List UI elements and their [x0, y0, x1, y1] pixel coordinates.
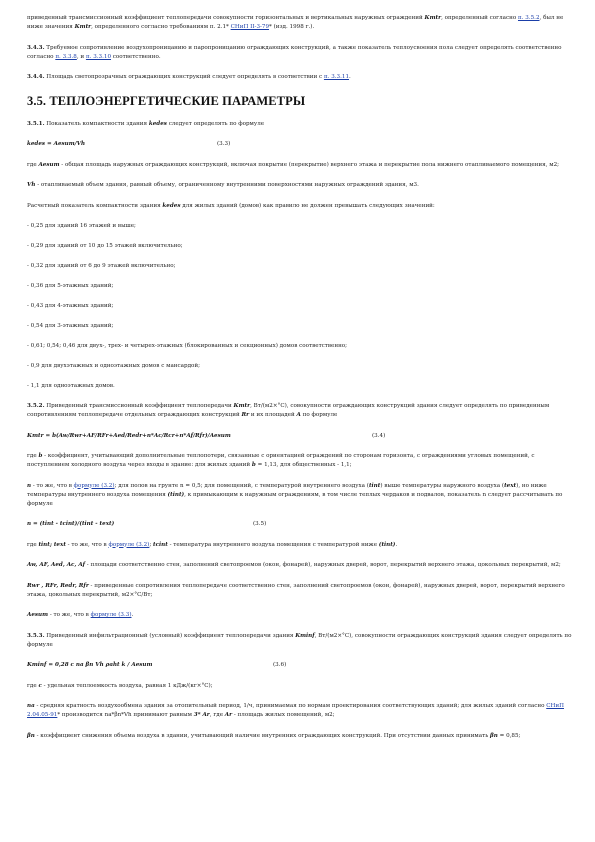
symbol: Rwr , RFr, Redr, Rfr: [27, 582, 89, 589]
paragraph-areas: [27, 561, 572, 570]
text: , определенный согласно: [441, 15, 518, 21]
link-formula-3-2[interactable]: формуле (3.2): [73, 482, 115, 489]
text: соответственно.: [111, 53, 161, 60]
symbol: kedes: [162, 202, 181, 209]
formula-3-4: [27, 432, 572, 441]
text: - температура внутреннего воздуха помещения с температурой ниже: [167, 541, 379, 548]
text: - общая площадь наружных ограждающих конструкций, включая покрытие (перекрытие) верхнего этажа и перекрытие пола нижнего отапливаемого помещения, м2;: [59, 161, 560, 168]
symbol: Kminf: [295, 632, 315, 639]
formula-text: kedes = Aesum/Vh: [27, 141, 86, 147]
paragraph-c: [27, 682, 572, 691]
link-p-3-5-2[interactable]: п. 3.5.2: [517, 15, 540, 21]
list-item: - 0,25 для зданий 16 этажей и выше;: [27, 223, 136, 229]
symbol: Aesum: [38, 161, 60, 168]
section-heading: 3.5. ТЕПЛОЭНЕРГЕТИЧЕСКИЕ ПАРАМЕТРЫ: [27, 93, 306, 108]
link-formula-3-2[interactable]: формуле (3.2): [108, 541, 150, 548]
text: и их площадей: [249, 412, 297, 418]
formula-number: (3.6): [273, 662, 287, 668]
symbol: βn: [27, 732, 35, 739]
text: = 0,85;: [497, 732, 521, 739]
text: - то же, что в: [48, 612, 91, 618]
symbol: tint; text: [38, 541, 66, 548]
paragraph-beta-n: [27, 732, 572, 741]
text: Требуемое сопротивление воздухопроницанию и паропроницанию ограждающих конструкций, а также показатель теплоусвоения пола следует определять соответственно согласно: [27, 44, 562, 60]
text: - то же, что в: [31, 482, 74, 489]
text: .: [395, 541, 398, 548]
text: , Вт/(м2×°С), совокупности ограждающих конструкций здания следует определять по приведенным сопротивлениям теплопередаче отдельных ограждающих конструкций: [27, 403, 550, 418]
list-item: - 0,29 для зданий от 10 до 15 этажей включительно;: [27, 243, 183, 249]
symbol: b: [251, 462, 256, 468]
text: Расчетный показатель компактности здания: [27, 202, 163, 209]
paragraph-na: [27, 702, 572, 720]
formula-text: Кmtr = b(Aw/Rwr+AF/RFr+Aed/Redr+n*Ac/Rcr+n*Af/Rfr)/Aesum: [27, 432, 231, 439]
paragraph-3-5-3: [27, 632, 572, 650]
symbol: Кmtr: [424, 15, 442, 21]
symbol: n: [27, 482, 32, 489]
symbol: na: [27, 703, 35, 709]
text: - коэффициент снижения объема воздуха в здании, учитывающий наличие внутренних ограждающих конструкций. При отсутствии данных принимать: [34, 732, 491, 739]
text: где: [27, 453, 39, 459]
formula-number: (3.4): [372, 432, 386, 439]
symbol: Aesum: [27, 612, 49, 618]
text: .: [349, 74, 351, 80]
symbol: 3* Ar: [193, 712, 210, 718]
text: - отапливаемый объем здания, равный объему, ограниченному внутренними поверхностями наружных ограждений здания, м3.: [35, 182, 419, 188]
list-item: - 0,61; 0,54; 0,46 для двух-, трех- и четырех-этажных (блокированных и секционных) домов соответственно;: [27, 343, 348, 349]
formula-3-5: [27, 520, 572, 529]
text: ), но ниже температуры внутреннего воздуха помещения: [27, 482, 547, 498]
text: Приведенный трансмиссионный коэффициент теплопередачи: [44, 403, 234, 409]
text: .: [131, 612, 134, 618]
paragraph-3-5-2: [27, 402, 572, 420]
text: Приведенный инфильтрационный (условный) коэффициент теплопередачи здания: [44, 632, 296, 639]
text: , где: [209, 712, 225, 718]
clause-number: 3.5.2.: [27, 403, 45, 409]
text: , был не ниже значения: [27, 15, 564, 30]
text: - площадь жилых помещений, м2;: [232, 712, 335, 718]
symbol: A: [296, 412, 301, 418]
text: приведенный трансмиссионный коэффициент теплопередачи совокупности горизонтальных и вертикальных наружных ограждений: [27, 15, 425, 21]
link-snip-ii-3-79[interactable]: СНиП II-3-79: [230, 24, 270, 30]
text: где: [27, 161, 39, 168]
list-item: - 0,54 для 3-этажных зданий;: [27, 323, 114, 329]
text: для жилых зданий (домов) как правило не должен превышать следующих значений:: [180, 202, 435, 209]
paragraph-vh: [27, 181, 572, 190]
paragraph-where-aesum: [27, 161, 572, 170]
formula-3-6: [27, 661, 572, 670]
list-item: - 0,32 для зданий от 6 до 9 этажей включительно;: [27, 263, 176, 269]
paragraph-compactness: [27, 202, 572, 211]
clause-number: 3.4.4.: [27, 74, 45, 80]
formula-number: (3.3): [217, 141, 231, 147]
clause-number: 3.5.1.: [27, 120, 45, 127]
symbol: Aw, AF, Aed, Ac, Af: [27, 562, 86, 568]
symbol: Кmtr: [74, 24, 92, 30]
formula-number: (3.5): [253, 521, 267, 527]
list-item: - 1,1 для одноэтажных домов.: [27, 383, 115, 389]
paragraph-where-b: [27, 452, 572, 470]
link-formula-3-3[interactable]: формуле (3.3): [90, 612, 132, 618]
symbol: b: [38, 453, 43, 459]
text: ; для полов на грунте n = 0,5; для помещений, с температурой внутреннего воздуха (: [114, 482, 369, 489]
text: Показатель компактности здания: [44, 120, 149, 127]
link-p-3-3-11[interactable]: п. 3.3.11: [323, 74, 350, 80]
paragraph-n: [27, 482, 572, 509]
symbol: βn: [490, 732, 498, 739]
formula-3-3: [27, 140, 572, 149]
clause-number: 3.4.3.: [27, 44, 45, 51]
paragraph-resistances: [27, 582, 572, 600]
text: * (изд. 1998 г.).: [269, 24, 315, 30]
link-p-3-3-10[interactable]: п. 3.3.10: [85, 53, 112, 60]
formula-text: n = (tint - tcint)/(tint - text): [27, 521, 115, 527]
symbol: Кmtr: [233, 403, 251, 409]
symbol: Rr: [241, 412, 250, 418]
text: следует определять по формуле: [166, 120, 265, 127]
text: Площадь светопрозрачных ограждающих конструкций следует определять в соответствии с: [44, 74, 324, 80]
link-p-3-3-8[interactable]: п. 3.3.8: [55, 53, 77, 60]
list-item: - 0,9 для двухэтажных и одноэтажных домов с мансардой;: [27, 363, 200, 369]
symbol: kedes: [148, 120, 167, 127]
symbol: c: [38, 682, 42, 689]
text: ;: [149, 541, 154, 548]
clause-number: 3.5.3.: [27, 632, 45, 639]
text: , к примыкающим к наружным ограждениям, в том числе теплых чердаков и подвалов, показатель n следует рассчитывать по формуле: [27, 491, 563, 507]
symbol: tint: [368, 482, 381, 489]
paragraph-intro: [27, 14, 572, 32]
symbol: (tint): [167, 491, 185, 498]
document-page: [27, 14, 572, 752]
text: , и: [76, 53, 86, 60]
symbol: text: [504, 482, 517, 489]
symbol: (tint): [378, 541, 396, 548]
symbol: tcint: [153, 541, 168, 548]
text: - средняя кратность воздухообмена здания за отопительный период, 1/ч, принимаемая по нормам проектирования соответствующих зданий; для жилых зданий согласно: [34, 703, 547, 709]
text: - приведенные сопротивления теплопередаче соответственно стен, заполнений светопроемов (окон, фонарей), наружных дверей, ворот, перекрытий верхнего этажа, цокольных перекрытий, м2×°С/Вт;: [27, 582, 565, 598]
text: - коэффициент, учитывающий дополнительные теплопотери, связанные с ориентацией ограждений по сторонам горизонта, с ограждениями угловых помещений, с поступлением холодного воздуха через входы в здание: для жилых зданий: [27, 453, 535, 468]
paragraph-3-4-4: [27, 73, 572, 82]
paragraph-tint-text: [27, 541, 572, 550]
text: , определенного согласно требованиям п. 2.1*: [91, 24, 231, 30]
text: где: [27, 682, 39, 689]
paragraph-3-5-1: [27, 120, 572, 129]
text: где: [27, 541, 39, 548]
formula-text: Kminf = 0,28 c na βn Vh ρaht k / Aesum: [27, 662, 153, 668]
text: * производится na*βn*Vh принимают равным: [57, 712, 194, 718]
text: ) выше температуры наружного воздуха (: [380, 482, 505, 489]
text: , Вт/(м2×°С), совокупности ограждающих конструкций здания следует определять по формуле: [27, 632, 572, 648]
text: = 1,13, для общественных - 1,1;: [255, 462, 352, 468]
paragraph-aesum-ref: [27, 611, 572, 620]
text: - площади соответственно стен, заполнений светопроемов (окон, фонарей), наружных дверей, ворот, перекрытий верхнего этажа, цокольных перекрытий, м2;: [85, 562, 561, 568]
link-snip-2-04-05-91[interactable]: СНиП 2.04.05-91: [27, 703, 564, 718]
text: по формуле: [300, 412, 338, 418]
symbol: Vh: [27, 182, 36, 188]
text: - то же, что в: [65, 541, 109, 548]
text: - удельная теплоемкость воздуха, равная 1 кДж/(кг×°С);: [41, 682, 213, 689]
list-item: - 0,36 для 5-этажных зданий;: [27, 283, 114, 289]
symbol: Ar: [224, 712, 233, 718]
paragraph-3-4-3: [27, 44, 572, 62]
list-item: - 0,43 для 4-этажных зданий;: [27, 303, 114, 309]
